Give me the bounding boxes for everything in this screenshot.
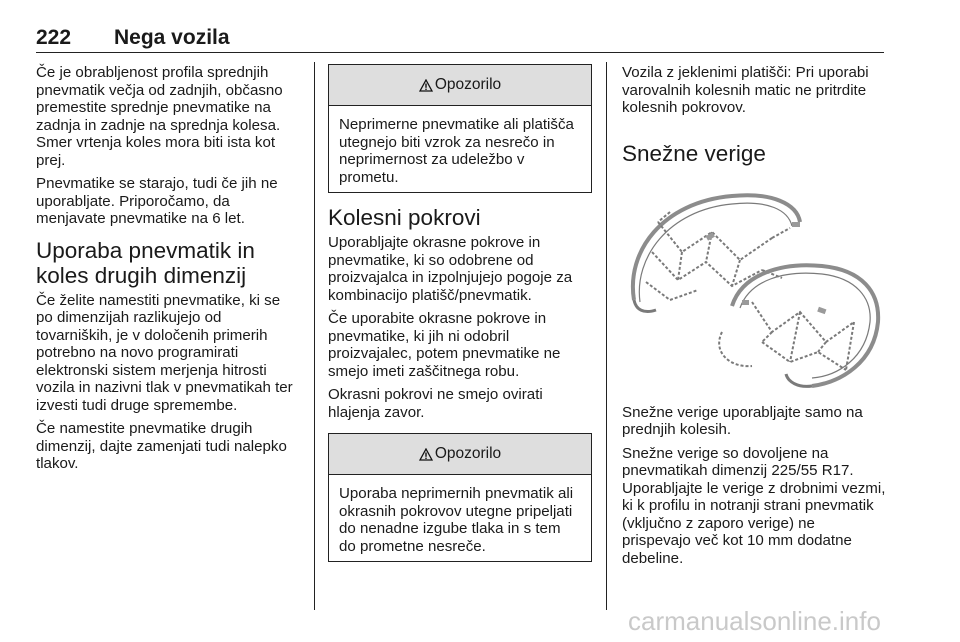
column-right: [622, 64, 886, 573]
warning-box: [328, 64, 592, 193]
snow-chains-illustration: [622, 182, 886, 392]
warning-header: [329, 434, 591, 475]
warning-box: [328, 433, 592, 562]
section-heading: Kolesni pokrovi: [328, 205, 481, 230]
warning-text: Uporaba neprimernih pnevmatik ali okrasnih pokrovov utegne pripeljati do nenadne izgube tlaka in s tem do prometne nesreče.: [339, 485, 574, 555]
paragraph: Snežne verige so dovoljene na pnevmatikah dimenzij 225/55 R17. Uporabljajte le verige z drobnimi vezmi, ki k profilu in notranji strani pnevmatik (vključno z zaporo verige) ne prispevajo več kot 10 mm dodatne debeline.: [622, 444, 886, 567]
paragraph: Če namestite pnevmatike drugih dimenzij, dajte zamenjati tudi nalepko tlakov.: [36, 420, 287, 472]
section-heading: Snežne verige: [622, 140, 766, 166]
paragraph: Vozila z jeklenimi platišči: Pri uporabi varovalnih kolesnih matic ne pritrdite kolesnih pokrovov.: [622, 64, 869, 116]
warning-triangle-icon: [419, 448, 433, 461]
paragraph: Okrasni pokrovi ne smejo ovirati hlajenja zavor.: [328, 386, 543, 421]
page-header: [36, 26, 884, 53]
paragraph: Pnevmatike se starajo, tudi če jih ne uporabljate. Priporočamo, da menjavate pnevmatike na 6 let.: [36, 175, 278, 227]
warning-title: Opozorilo: [434, 445, 502, 462]
column-left: [36, 64, 300, 479]
paragraph: Uporabljajte okrasne pokrove in pnevmatike, ki so odobrene od proizvajalca in izpolnjujejo pogoje za kombinacijo platišč/pnevmatik.: [328, 234, 573, 304]
warning-header: [329, 65, 591, 106]
column-divider: [606, 62, 607, 610]
paragraph: Snežne verige uporabljajte samo na prednjih kolesih.: [622, 403, 863, 438]
page-number: 222: [36, 26, 72, 49]
column-middle: [328, 64, 592, 574]
watermark: carmanualsonline.info: [628, 606, 881, 636]
warning-text: Neprimerne pnevmatike ali platišča utegnejo biti vzrok za nesrečo in neprimernost za udeležbo v prometu.: [339, 116, 574, 186]
paragraph: Če je obrabljenost profila sprednjih pnevmatik večja od zadnjih, občasno premestite sprednje pnevmatike na zadnja in zadnje na sprednja kolesa. Smer vrtenja koles mora biti ista kot prej.: [36, 64, 283, 169]
paragraph: Če uporabite okrasne pokrove in pnevmatike, ki jih ni odobril proizvajalec, potem pnevmatike ne smejo imeti zaščitnega robu.: [328, 310, 561, 380]
paragraph: Če želite namestiti pnevmatike, ki se po dimenzijah razlikujejo od tovarniških, je v določenih primerih potrebno na novo programirati elektronski sistem merjenja hitrosti vozila in nazivni tlak v pnevmatikah ter izvesti tudi druge spremembe.: [36, 291, 293, 414]
section-heading: Uporaba pnevmatik in koles drugih dimenzij: [36, 237, 255, 288]
warning-title: Opozorilo: [434, 76, 502, 93]
warning-triangle-icon: [419, 79, 433, 92]
page-title: Nega vozila: [114, 26, 230, 49]
column-divider: [314, 62, 315, 610]
